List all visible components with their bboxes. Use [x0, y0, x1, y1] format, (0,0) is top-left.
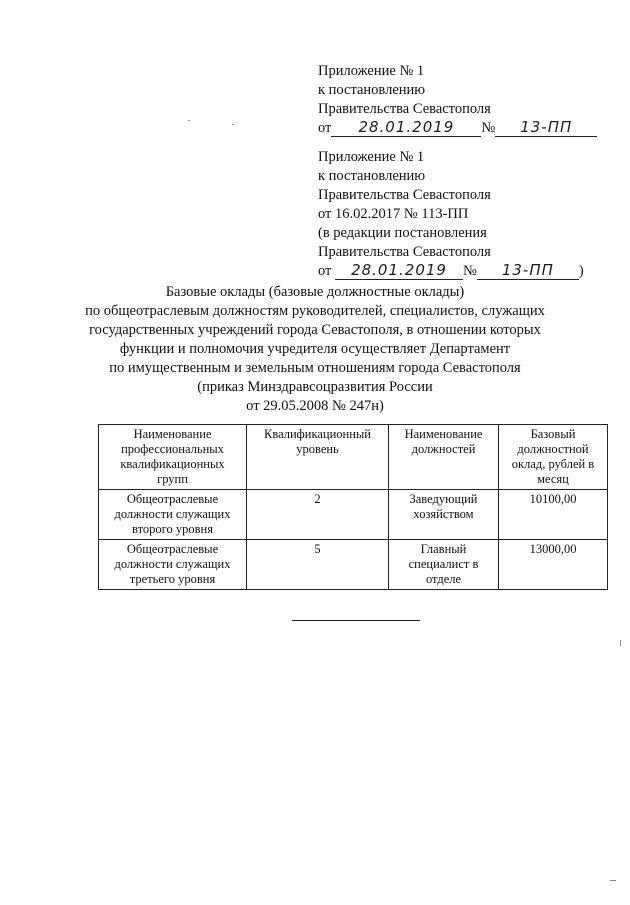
cell-position: Главный специалист в отделе [389, 540, 499, 590]
number-field [495, 119, 597, 137]
scan-artifact [620, 640, 621, 646]
appendix-original-line1: Приложение № 1 [318, 149, 425, 165]
appendix-current-block [318, 62, 597, 138]
cell-group: Общеотраслевые должности служащих третьего уровня [99, 540, 247, 590]
title-line4: функции и полномочия учредителя осуществляет Департамент [119, 341, 511, 357]
handwritten-date: 28.01.2019 [358, 118, 455, 136]
scan-artifact [232, 124, 234, 125]
table-row [99, 540, 608, 590]
cell-level: 2 [247, 490, 389, 540]
closing-separator-line [292, 620, 420, 621]
title-line1: Базовые оклады (базовые должностные оклады) [165, 284, 465, 300]
cell-level: 5 [247, 540, 389, 590]
appendix-original-line4: от 16.02.2017 № 113-ПП [318, 206, 469, 222]
close-paren: ) [578, 263, 584, 279]
appendix-original-line2: к постановлению [318, 168, 426, 184]
table-row [99, 490, 608, 540]
title-line6: (приказ Минздравсоцразвития России [197, 379, 433, 395]
ot-label: от [318, 263, 332, 279]
handwritten-number: 13-ПП [520, 118, 573, 136]
appendix-current-line3: Правительства Севастополя [318, 101, 491, 117]
handwritten-number: 13-ПП [501, 261, 554, 279]
ot-label: от [318, 120, 332, 136]
number-label: № [481, 120, 496, 136]
date-field [335, 262, 463, 280]
number-label: № [463, 263, 477, 279]
title-line2: по общеотраслевым должностям руководителей, специалистов, служащих [85, 303, 545, 319]
appendix-original-line6: Правительства Севастополя [318, 244, 491, 260]
appendix-original-block [318, 148, 584, 281]
appendix-current-date-line [318, 119, 597, 138]
table-header-row [99, 425, 608, 490]
cell-position: Заведующий хозяйством [389, 490, 499, 540]
title-line7: от 29.05.2008 № 247н) [246, 398, 384, 414]
cell-salary: 13000,00 [499, 540, 608, 590]
title-line5: по имущественным и земельным отношениям города Севастополя [109, 360, 521, 376]
date-field [331, 119, 481, 137]
header-group: Наименование профессиональных квалификационных групп [99, 425, 247, 490]
scan-artifact [610, 880, 616, 881]
salary-table-wrap [98, 424, 608, 590]
cell-group: Общеотраслевые должности служащих второго уровня [99, 490, 247, 540]
appendix-original-line5: (в редакции постановления [318, 225, 487, 241]
number-field [477, 262, 579, 280]
salary-table [98, 424, 608, 590]
appendix-current-line1: Приложение № 1 [318, 63, 425, 79]
appendix-original-date-line [318, 262, 584, 281]
handwritten-date: 28.01.2019 [351, 261, 447, 279]
header-salary: Базовый должностной оклад, рублей в месяц [499, 425, 608, 490]
appendix-original-line3: Правительства Севастополя [318, 187, 491, 203]
header-position: Наименование должностей [389, 425, 499, 490]
cell-salary: 10100,00 [499, 490, 608, 540]
header-level: Квалификационный уровень [247, 425, 389, 490]
scan-artifact [188, 120, 190, 121]
title-line3: государственных учреждений города Севастополя, в отношении которых [89, 322, 541, 338]
appendix-current-line2: к постановлению [318, 82, 426, 98]
document-title [85, 283, 545, 416]
